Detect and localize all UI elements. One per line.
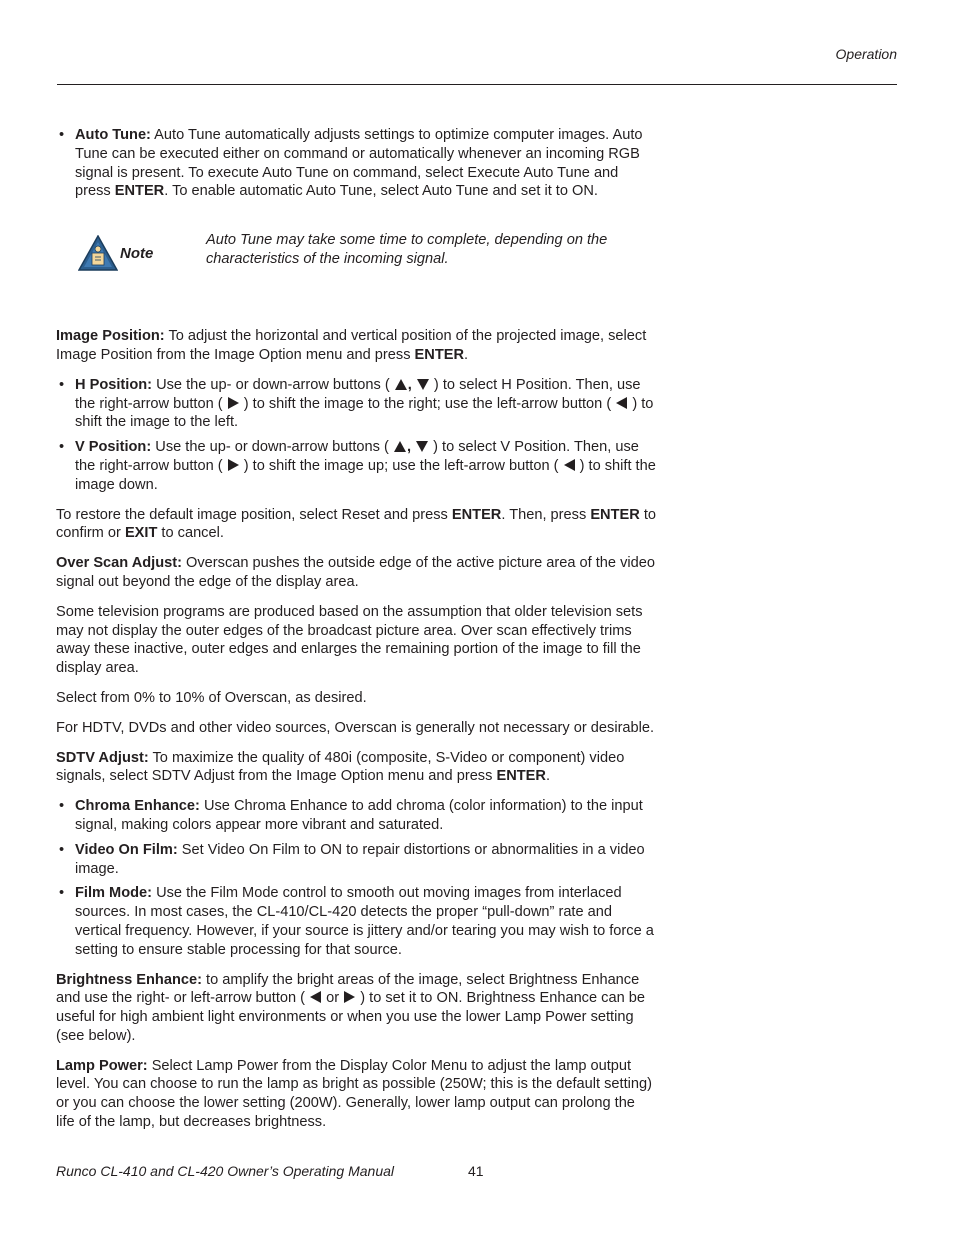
over-scan-label: Over Scan Adjust:	[56, 555, 182, 572]
sdtv-label: SDTV Adjust:	[56, 749, 149, 766]
note-warning-icon	[78, 235, 118, 271]
sdtv-para: SDTV Adjust: To maximize the quality of 480i (composite, S-Video or component) video signals, select SDTV Adjust from the Image Option menu and press ENTER.	[56, 749, 625, 785]
down-arrow-icon	[417, 379, 429, 390]
over-scan-para-2: Some television programs are produced based on the assumption that older television sets may not display the outer edges of the broadcast picture area. Over scan effectively trims away these inactive, outer edges and enlarges the remaining portion of the image to fill the display area.	[56, 603, 643, 677]
page-number: 41	[468, 1163, 484, 1179]
up-arrow-icon	[394, 441, 406, 452]
video-on-film-item: • Video On Film: Set Video On Film to ON to repair distortions or abnormalities in a video image.	[56, 841, 656, 879]
chroma-enhance-item: • Chroma Enhance: Use Chroma Enhance to add chroma (color information) to the input signal, making colors appear more vibrant and saturated.	[56, 797, 656, 835]
auto-tune-item: • Auto Tune: Auto Tune automatically adjusts settings to optimize computer images. Auto Tune can be executed either on command or automatically whenever an incoming RGB signal is present. To execute Auto Tune on command, select Execute Auto Tune and press ENTER. To enable automatic Auto Tune, select Auto Tune and set it to ON.	[56, 126, 656, 201]
running-header: Operation	[835, 46, 897, 62]
left-arrow-icon	[564, 459, 575, 471]
note-text: Auto Tune may take some time to complete, depending on the characteristics of the incoming signal.	[206, 232, 608, 267]
note-box	[56, 231, 656, 299]
right-arrow-icon	[228, 397, 239, 409]
image-position-para: Image Position: To adjust the horizontal and vertical position of the projected image, select Image Position from the Image Option menu and press ENTER.	[56, 328, 647, 363]
brightness-para: Brightness Enhance: to amplify the bright areas of the image, select Brightness Enhance and use the right- or left-arrow button ( or ) to set it to ON. Brightness Enhance can be useful for high ambient light environments or when you use the lower Lamp Power setting (see below).	[56, 971, 645, 1044]
over-scan-para: Over Scan Adjust: Overscan pushes the outside edge of the active picture area of the video signal out beyond the edge of the display area.	[56, 555, 655, 590]
brightness-label: Brightness Enhance:	[56, 971, 202, 988]
header-rule	[57, 84, 897, 85]
auto-tune-label: Auto Tune:	[75, 127, 151, 143]
down-arrow-icon	[416, 441, 428, 452]
right-arrow-icon	[344, 991, 355, 1003]
auto-tune-list	[56, 126, 656, 201]
restore-para: To restore the default image position, select Reset and press ENTER. Then, press ENTER to confirm or EXIT to cancel.	[56, 506, 657, 542]
over-scan-para-4: For HDTV, DVDs and other video sources, Overscan is generally not necessary or desirable.	[56, 719, 655, 736]
right-arrow-icon	[228, 459, 239, 471]
footer-manual-title: Runco CL-410 and CL-420 Owner’s Operating Manual	[56, 1163, 395, 1179]
film-mode-item: • Film Mode: Use the Film Mode control to smooth out moving images from interlaced sources. In most cases, the CL-410/CL-420 detects the proper “pull-down” rate and vertical frequency. However, if your source is jittery and/or tearing you may wish to force a setting to ensure stable processing for that source.	[56, 884, 656, 959]
image-position-list	[56, 376, 656, 495]
left-arrow-icon	[310, 991, 321, 1003]
note-label: Note	[120, 245, 154, 263]
sdtv-list	[56, 797, 656, 959]
page-content	[56, 126, 656, 1143]
lamp-power-para: Lamp Power: Select Lamp Power from the Display Color Menu to adjust the lamp output level. You can choose to run the lamp as bright as possible (250W; this is the default setting) or you can choose the lower setting (200W). Generally, lower lamp output can prolong the life of the lamp, but decreases brightness.	[56, 1057, 652, 1131]
h-position-item: • H Position: Use the up- or down-arrow buttons ( , ) to select H Position. Then, use the right-arrow button ( ) to shift the image to the right; use the left-arrow button ( ) to shift the image to the left.	[56, 376, 656, 432]
up-arrow-icon	[395, 379, 407, 390]
over-scan-para-3: Select from 0% to 10% of Overscan, as desired.	[56, 689, 367, 706]
v-position-item: • V Position: Use the up- or down-arrow buttons ( , ) to select V Position. Then, use the right-arrow button ( ) to shift the image up; use the left-arrow button ( ) to shift the image down.	[56, 438, 656, 494]
image-position-label: Image Position:	[56, 328, 165, 345]
left-arrow-icon	[616, 397, 627, 409]
lamp-power-label: Lamp Power:	[56, 1057, 148, 1074]
